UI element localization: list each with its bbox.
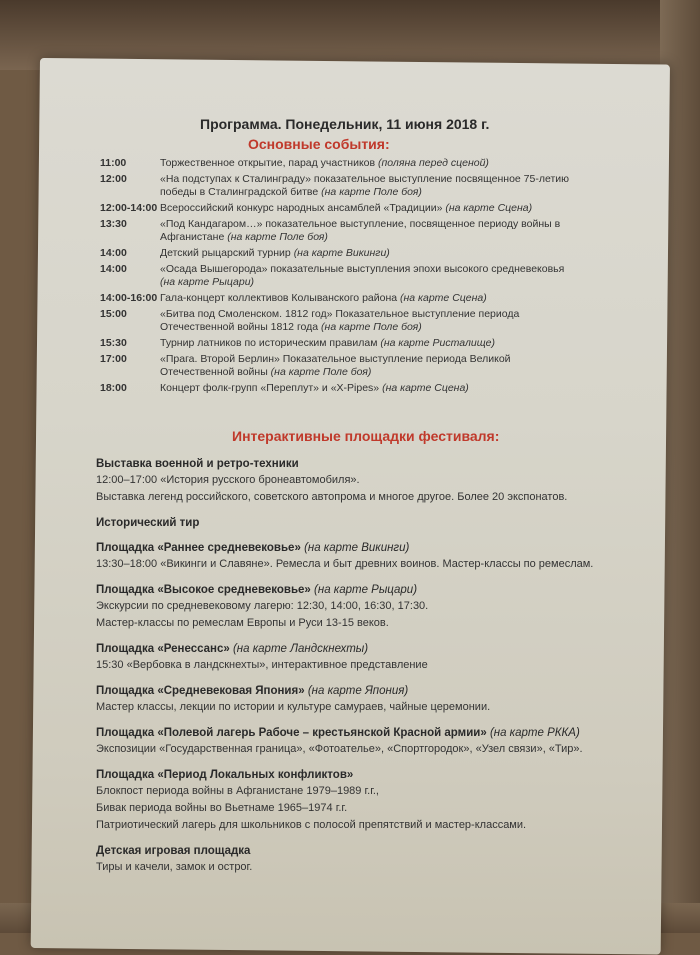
venue-block xyxy=(96,683,656,716)
schedule-time: 17:00 xyxy=(100,353,127,365)
main-events-title: Основные события: xyxy=(248,136,390,152)
schedule-description xyxy=(160,157,570,170)
schedule-time: 11:00 xyxy=(100,157,127,169)
venue-note: (на карте Ландскнехты) xyxy=(232,643,369,655)
schedule-note: (на карте Поле боя) xyxy=(321,186,422,198)
venue-block xyxy=(96,767,656,834)
venue-heading xyxy=(96,641,656,657)
venue-heading-text: Детская игровая площадка xyxy=(96,845,251,857)
venue-heading xyxy=(96,540,656,556)
venues-list xyxy=(96,456,656,885)
schedule-description xyxy=(160,353,570,379)
interactive-title: Интерактивные площадки фестиваля: xyxy=(232,428,500,444)
schedule-note: (на карте Поле боя) xyxy=(227,231,328,243)
schedule-time: 12:00 xyxy=(100,173,127,185)
schedule-row xyxy=(100,247,570,260)
schedule-time: 15:30 xyxy=(100,337,127,349)
schedule-description xyxy=(160,173,570,199)
venue-block xyxy=(96,725,656,758)
schedule-time: 14:00 xyxy=(100,247,127,259)
schedule-description xyxy=(160,247,570,260)
venue-block xyxy=(96,540,656,573)
venue-heading-text: Выставка военной и ретро-техники xyxy=(96,458,299,470)
schedule-note: (на карте Поле боя) xyxy=(321,321,422,333)
schedule-row xyxy=(100,202,570,215)
venue-note: (на карте Викинги) xyxy=(304,542,410,554)
venue-heading xyxy=(96,843,656,859)
schedule-row xyxy=(100,308,570,334)
schedule-list xyxy=(100,157,570,398)
venue-block xyxy=(96,456,656,506)
schedule-time: 18:00 xyxy=(100,382,127,394)
schedule-text: «Битва под Смоленском. 1812 год» Показательное выступление периода Отечественной войны 1812 года xyxy=(160,308,520,333)
venue-line: 12:00–17:00 «История русского бронеавтомобиля». xyxy=(96,474,360,486)
venue-heading xyxy=(96,582,656,598)
venue-heading xyxy=(96,515,656,531)
schedule-row xyxy=(100,218,570,244)
schedule-description xyxy=(160,218,570,244)
schedule-row xyxy=(100,337,570,350)
schedule-text: «Осада Вышегорода» показательные выступления эпохи высокого средневековья xyxy=(160,263,565,275)
schedule-time: 14:00 xyxy=(100,263,127,275)
venue-note: (на карте РККА) xyxy=(489,727,580,739)
page-title: Программа. Понедельник, 11 июня 2018 г. xyxy=(200,116,490,132)
venue-line: Мастер классы, лекции по истории и культуре самураев, чайные церемонии. xyxy=(96,701,491,713)
schedule-text: Всероссийский конкурс народных ансамблей «Традиции» xyxy=(160,202,443,214)
schedule-description xyxy=(160,292,570,305)
venue-block xyxy=(96,843,656,876)
schedule-text: Турнир латников по историческим правилам xyxy=(160,337,378,349)
schedule-text: Торжественное открытие, парад участников xyxy=(160,157,376,169)
schedule-row xyxy=(100,353,570,379)
schedule-row xyxy=(100,157,570,170)
venue-heading-text: Площадка «Период Локальных конфликтов» xyxy=(96,769,354,781)
venue-block xyxy=(96,641,656,674)
schedule-note: (на карте Ристалище) xyxy=(380,337,495,349)
venue-heading xyxy=(96,456,656,472)
schedule-row xyxy=(100,292,570,305)
venue-heading xyxy=(96,683,656,699)
schedule-text: «Прага. Второй Берлин» Показательное выступление периода Великой Отечественной войны xyxy=(160,353,511,378)
venue-heading-text: Площадка «Средневековая Япония» xyxy=(96,685,305,697)
venue-heading-text: Площадка «Раннее средневековье» xyxy=(96,542,301,554)
venue-note: (на карте Япония) xyxy=(307,685,409,697)
schedule-description xyxy=(160,382,570,395)
schedule-note: (поляна перед сценой) xyxy=(378,157,489,169)
schedule-row xyxy=(100,382,570,395)
venue-block xyxy=(96,515,656,531)
venue-heading-text: Исторический тир xyxy=(96,517,200,529)
schedule-row xyxy=(100,173,570,199)
venue-heading xyxy=(96,725,656,741)
schedule-text: Детский рыцарский турнир xyxy=(160,247,291,259)
schedule-note: (на карте Рыцари) xyxy=(160,276,255,288)
venue-line: Тиры и качели, замок и острог. xyxy=(96,861,253,873)
venue-heading-text: Площадка «Высокое средневековье» xyxy=(96,584,311,596)
schedule-description xyxy=(160,308,570,334)
schedule-note: (на карте Викинги) xyxy=(293,247,390,259)
venue-block xyxy=(96,582,656,632)
schedule-text: Концерт фолк-групп «Переплут» и «X-Pipes» xyxy=(160,382,380,394)
schedule-time: 14:00-16:00 xyxy=(100,292,158,304)
venue-line: Патриотический лагерь для школьников с полосой препятствий и мастер-классами. xyxy=(96,819,527,831)
venue-heading-text: Площадка «Полевой лагерь Рабоче – крестьянской Красной армии» xyxy=(96,727,487,739)
schedule-note: (на карте Сцена) xyxy=(382,382,469,394)
venue-heading xyxy=(96,767,656,783)
schedule-note: (на карте Сцена) xyxy=(445,202,533,214)
schedule-text: Гала-концерт коллективов Колыванского района xyxy=(160,292,398,304)
schedule-description xyxy=(160,337,570,350)
venue-heading-text: Площадка «Ренессанс» xyxy=(96,643,230,655)
venue-line: Выставка легенд российского, советского автопрома и многое другое. Более 20 экспонатов. xyxy=(96,491,568,503)
venue-line: 13:30–18:00 «Викинги и Славяне». Ремесла и быт древних воинов. Мастер-классы по ремеслам. xyxy=(96,558,594,570)
venue-line: 15:30 «Вербовка в ландскнехты», интерактивное представление xyxy=(96,659,428,671)
schedule-time: 13:30 xyxy=(100,218,127,230)
venue-line: Экскурсии по средневековому лагерю: 12:30, 14:00, 16:30, 17:30. xyxy=(96,600,429,612)
schedule-text: «На подступах к Сталинграду» показательное выступление посвященное 75-летию победы в Сталинградской битве xyxy=(160,173,570,198)
schedule-text: «Под Кандагаром…» показательное выступление, посвященное периоду войны в Афганистане xyxy=(160,218,561,243)
schedule-description xyxy=(160,263,570,289)
schedule-time: 12:00-14:00 xyxy=(100,202,158,214)
venue-line: Мастер-классы по ремеслам Европы и Руси 13-15 веков. xyxy=(96,617,389,629)
venue-note: (на карте Рыцари) xyxy=(314,584,418,596)
venue-line: Блокпост периода войны в Афганистане 1979–1989 г.г., xyxy=(96,785,379,797)
schedule-row xyxy=(100,263,570,289)
venue-line: Экспозиции «Государственная граница», «Фотоателье», «Спортгородок», «Узел связи», «Тир». xyxy=(96,743,583,755)
venue-line: Бивак периода войны во Вьетнаме 1965–1974 г.г. xyxy=(96,802,348,814)
schedule-description xyxy=(160,202,570,215)
schedule-time: 15:00 xyxy=(100,308,127,320)
schedule-note: (на карте Сцена) xyxy=(400,292,487,304)
schedule-note: (на карте Поле боя) xyxy=(270,366,372,378)
